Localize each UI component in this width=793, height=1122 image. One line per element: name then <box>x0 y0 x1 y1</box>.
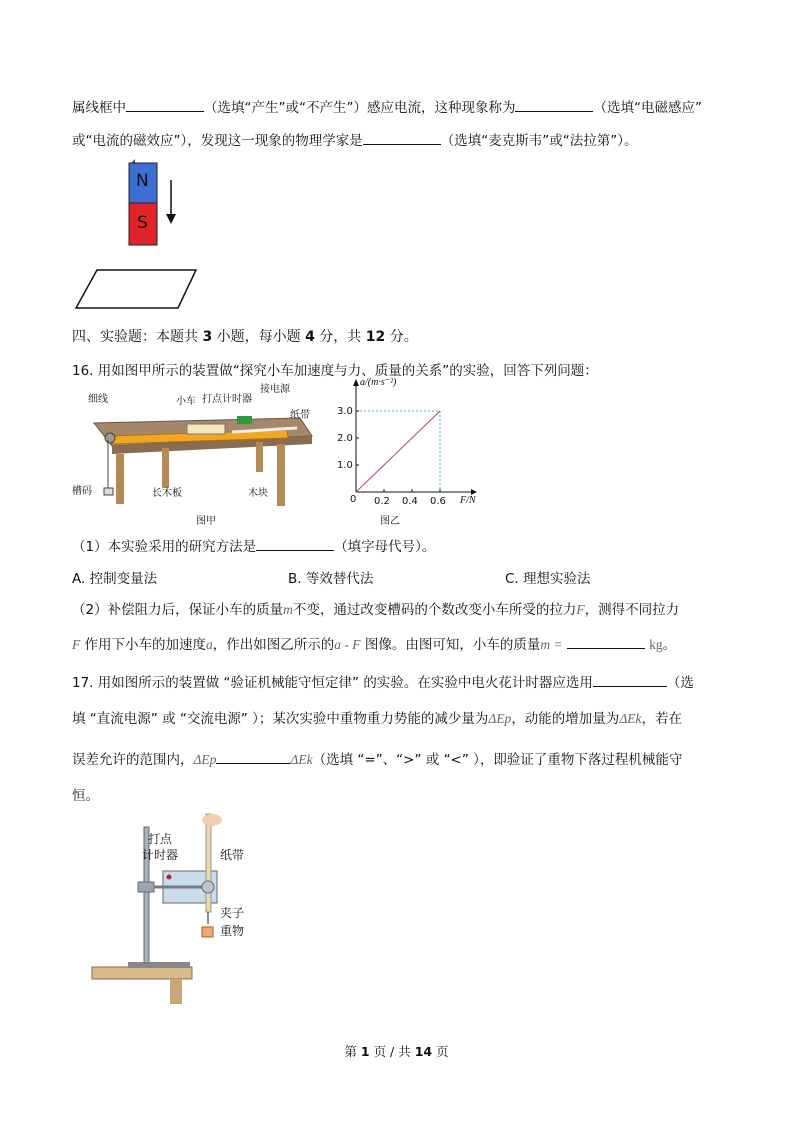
label-tape: 纸带 <box>290 410 310 421</box>
text: 12 <box>365 329 386 345</box>
math: m = <box>540 637 563 652</box>
q16-part1 <box>72 535 435 555</box>
answer-blank[interactable] <box>567 634 645 649</box>
text: 四、实验题：本题共 <box>72 329 203 345</box>
math: a - F <box>334 637 361 652</box>
text: 作用下小车的加速度 <box>84 637 207 653</box>
section-title <box>72 326 418 346</box>
text: （选填“产生”或“不产生”）感应电流，这种现象称为 <box>204 100 516 116</box>
text: 第 <box>344 1044 361 1059</box>
math: ΔEk <box>290 752 313 767</box>
label-board: 长木板 <box>152 488 182 499</box>
caption-jia: 图甲 <box>196 516 216 527</box>
q17-line-1 <box>72 671 694 691</box>
text: （2）补偿阻力后，保证小车的质量 <box>72 602 284 618</box>
n-label: N <box>136 171 149 191</box>
text: （选 <box>666 675 694 691</box>
math: ΔEp <box>193 752 217 767</box>
figure-q17 <box>90 812 270 1007</box>
y-tick: 1.0 <box>337 460 353 471</box>
option-a[interactable]: A. 控制变量法 <box>72 571 158 587</box>
q16-part2-line1 <box>72 598 679 618</box>
origin-label: 0 <box>350 494 357 505</box>
math: a <box>206 637 213 652</box>
math: ΔEp <box>488 711 512 726</box>
answer-blank[interactable] <box>593 672 667 687</box>
text: 3 <box>202 329 213 345</box>
text: 4 <box>305 329 315 345</box>
text: 小题，每小题 <box>212 329 306 345</box>
figure-jia <box>72 378 322 526</box>
y-tick: 2.0 <box>337 433 353 444</box>
answer-blank[interactable] <box>256 536 334 551</box>
text: （填字母代号）。 <box>334 539 436 555</box>
text: 图像。由图可知，小车的质量 <box>364 637 541 653</box>
text: ，动能的增加量为 <box>511 711 620 727</box>
label-timer: 打点计时器 <box>202 394 252 405</box>
x-axis-label: F/N <box>460 495 476 506</box>
text: （选填“电磁感应” <box>593 100 702 116</box>
q16-part2-line2 <box>72 633 676 653</box>
x-tick: 0.4 <box>402 496 418 507</box>
figure-yi <box>336 378 486 526</box>
text: 17. 用如图所示的装置做 “验证机械能守恒定律” 的实验。在实验中电火花计时器应选用 <box>72 675 593 691</box>
text: 分。 <box>385 329 418 345</box>
label-timer: 打点 <box>148 832 173 846</box>
unit: kg <box>649 637 663 652</box>
option-b[interactable]: B. 等效替代法 <box>288 571 374 587</box>
q15-line-2 <box>72 129 637 149</box>
label-timer: 计时器 <box>142 848 179 862</box>
y-axis-label: a/(m·s⁻²) <box>360 377 397 388</box>
q16-stem: 16. 用如图甲所示的装置做“探究小车加速度与力、质量的关系”的实验，回答下列问题： <box>72 363 598 379</box>
text: ，若在 <box>641 711 682 727</box>
text: 分，共 <box>314 329 366 345</box>
y-tick: 3.0 <box>337 406 353 417</box>
math: F <box>576 602 585 617</box>
answer-blank[interactable] <box>126 97 204 112</box>
text: 填 “直流电源” 或 “交流电源” ）；某次实验中重物重力势能的减少量为 <box>72 711 489 727</box>
math: ΔEk <box>619 711 642 726</box>
wire-frame <box>76 270 196 308</box>
q17-line-3 <box>72 748 682 768</box>
text: 页 <box>432 1044 449 1059</box>
s-label: S <box>137 213 148 233</box>
label-thread: 细线 <box>88 394 108 405</box>
text: 或“电流的磁效应”），发现这一现象的物理学家是 <box>72 133 363 149</box>
magnet-figure <box>72 158 202 313</box>
q17-line-4: 恒。 <box>72 788 99 804</box>
text: 属线框中 <box>72 100 126 116</box>
x-tick: 0.2 <box>374 496 390 507</box>
caption-yi: 图乙 <box>380 516 400 527</box>
page-total: 14 <box>414 1044 433 1059</box>
q15-line-1 <box>72 96 702 116</box>
label-weight: 重物 <box>220 924 245 938</box>
label-tape: 纸带 <box>220 848 245 862</box>
math: F <box>72 637 81 652</box>
text: 。 <box>662 637 677 653</box>
q17-line-2 <box>72 707 682 727</box>
text: 不变，通过改变槽码的个数改变小车所受的拉力 <box>292 602 577 618</box>
page-number: 1 <box>360 1044 370 1059</box>
text: （选填 “=”、“>” 或 “<” ），即验证了重物下落过程机械能守 <box>312 752 683 768</box>
answer-blank[interactable] <box>363 130 441 145</box>
page-footer <box>0 1042 793 1060</box>
math: m <box>283 602 293 617</box>
text: （选填“麦克斯韦”或“法拉第”）。 <box>440 133 638 149</box>
text: ，作出如图乙所示的 <box>212 637 335 653</box>
text: 误差允许的范围内， <box>72 752 194 768</box>
x-tick: 0.6 <box>430 496 446 507</box>
answer-blank[interactable] <box>216 749 290 764</box>
label-clip: 夹子 <box>220 906 245 920</box>
text: （1）本实验采用的研究方法是 <box>72 539 257 555</box>
label-power: 接电源 <box>260 384 290 395</box>
data-line <box>356 411 440 492</box>
label-cart: 小车 <box>176 396 196 407</box>
label-block: 木块 <box>248 488 268 499</box>
text: 页 / 共 <box>369 1044 415 1059</box>
option-c[interactable]: C. 理想实验法 <box>505 571 591 587</box>
answer-blank[interactable] <box>515 97 593 112</box>
text: ，测得不同拉力 <box>584 602 680 618</box>
label-hook-weight: 槽码 <box>72 486 92 497</box>
